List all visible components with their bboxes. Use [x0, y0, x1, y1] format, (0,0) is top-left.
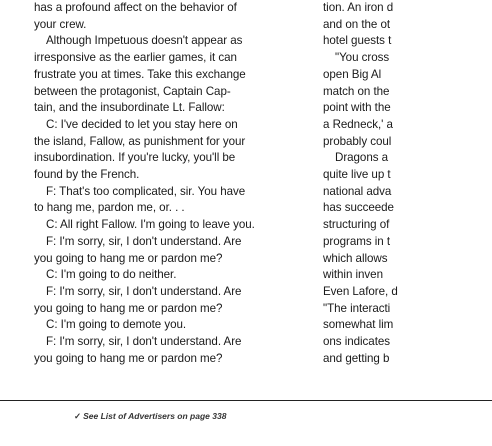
- left-column-line: between the protagonist, Captain Cap-: [34, 84, 231, 98]
- advertisers-footnote: [74, 411, 226, 422]
- left-column-line: found by the French.: [34, 168, 140, 182]
- right-column-line: ons indicates: [323, 335, 391, 349]
- right-column-line: Even Lafore, d: [323, 284, 398, 298]
- right-column-line: match on the: [323, 84, 390, 98]
- right-column-line: Dragons a: [335, 151, 389, 165]
- left-column-line: the island, Fallow, as punishment for your: [34, 134, 246, 148]
- check-mark-icon: ✓: [74, 411, 82, 421]
- right-column-line: "You cross: [335, 51, 390, 65]
- right-text-column: [323, 0, 492, 367]
- left-column-line: tain, and the insubordinate Lt. Fallow:: [34, 101, 225, 115]
- left-column-line: you going to hang me or pardon me?: [34, 251, 223, 265]
- left-column-line: F: I'm sorry, sir, I don't understand. Are: [46, 284, 242, 298]
- left-column-line: C: All right Fallow. I'm going to leave you.: [46, 218, 255, 232]
- advertisers-footnote-text: See List of Advertisers on page 338: [83, 411, 227, 421]
- right-column-line: open Big Al: [323, 67, 382, 81]
- right-column-line: a Redneck,' a: [323, 117, 393, 131]
- left-column-line: F: I'm sorry, sir, I don't understand. Are: [46, 234, 242, 248]
- left-column-line: you going to hang me or pardon me?: [34, 351, 223, 365]
- right-column-line: hotel guests t: [323, 34, 392, 48]
- right-column-line: point with the: [323, 101, 391, 115]
- left-column-line: insubordination. If you're lucky, you'll be: [34, 151, 236, 165]
- left-column-line: C: I've decided to let you stay here on: [46, 117, 238, 131]
- right-column-line: programs in t: [323, 234, 391, 248]
- right-column-line: probably coul: [323, 134, 392, 148]
- right-column-line: within inven: [323, 268, 383, 282]
- left-column-line: your crew.: [34, 17, 87, 31]
- left-column-line: frustrate you at times. Take this exchange: [34, 67, 246, 81]
- right-column-line: structuring of: [323, 218, 390, 232]
- right-column-line: has succeede: [323, 201, 394, 215]
- right-column-line: quite live up t: [323, 168, 391, 182]
- left-text-column: [34, 0, 308, 367]
- right-column-line: and on the ot: [323, 17, 391, 31]
- right-column-line: "The interacti: [323, 301, 391, 315]
- right-column-line: national adva: [323, 184, 392, 198]
- left-column-line: you going to hang me or pardon me?: [34, 301, 223, 315]
- left-column-line: F: That's too complicated, sir. You have: [46, 184, 246, 198]
- left-column-line: F: I'm sorry, sir, I don't understand. Are: [46, 335, 242, 349]
- left-column-line: C: I'm going to do neither.: [46, 268, 177, 282]
- right-column-line: somewhat lim: [323, 318, 394, 332]
- left-column-line: has a profound affect on the behavior of: [34, 1, 237, 14]
- right-column-line: which allows: [323, 251, 388, 265]
- left-column-line: to hang me, pardon me, or. . .: [34, 201, 185, 215]
- right-column-line: tion. An iron d: [323, 1, 394, 14]
- left-column-line: C: I'm going to demote you.: [46, 318, 187, 332]
- left-column-line: Although Impetuous doesn't appear as: [46, 34, 243, 48]
- right-column-line: and getting b: [323, 351, 390, 365]
- left-column-line: irresponsive as the earlier games, it can: [34, 51, 237, 65]
